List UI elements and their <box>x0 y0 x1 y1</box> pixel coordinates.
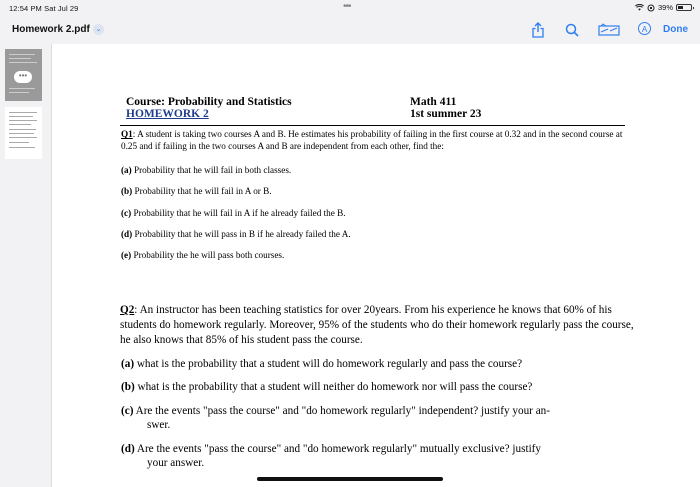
part-label: (e) <box>121 250 132 260</box>
part-text: Are the events "pass the course" and "do homework regularly" mutually exclusive? justify <box>136 443 542 455</box>
page-thumbnail-2[interactable] <box>5 107 42 159</box>
page-thumbnail-1[interactable] <box>5 49 42 101</box>
question-1-number: Q1 <box>121 129 133 139</box>
part-label: (a) <box>121 358 135 370</box>
question-1-text: : A student is taking two courses A and B. He estimates his probability of failing in the first course at 0.32 and in the second course at 0.25 and if failing in the two courses A and B are independent from each other, find the: <box>121 129 623 151</box>
part-text: Probability that he will fail in A if he already failed the B. <box>133 208 346 218</box>
part-text: Probability that he will fail in both classes. <box>134 165 292 175</box>
part-text: Probability the he will pass both courses. <box>133 250 285 260</box>
part-label: (a) <box>121 165 132 175</box>
part-text-continued: your answer. <box>147 457 205 469</box>
toolbox-icon[interactable] <box>598 21 620 39</box>
question-1-part-e <box>121 250 284 260</box>
thumbnail-sidebar <box>0 44 52 487</box>
part-label: (b) <box>121 186 133 196</box>
part-label: (d) <box>121 443 135 455</box>
question-2-part-c <box>121 404 631 432</box>
status-bar <box>0 0 700 16</box>
part-label: (c) <box>121 208 132 218</box>
document-title[interactable]: Homework 2.pdf <box>12 24 90 35</box>
part-text: Probability that he will fail in A or B. <box>134 186 272 196</box>
done-button[interactable]: Done <box>663 24 688 35</box>
question-2 <box>120 303 640 347</box>
battery-icon <box>676 4 692 11</box>
markup-icon[interactable]: A <box>638 22 651 35</box>
question-2-text: : An instructor has been teaching statistics for over 20years. From his experience he knows that 60% of his students do homework regularly. Moreover, 95% of the students who do their homework regularly pass the course, he also knows that 85% of his student pass the course. <box>120 304 634 346</box>
part-text: Probability that he will pass in B if he already failed the A. <box>134 229 351 239</box>
term-label: 1st summer 23 <box>410 108 482 120</box>
part-label: (b) <box>121 381 135 393</box>
orientation-lock-icon <box>647 4 655 12</box>
question-2-part-b <box>121 380 631 394</box>
question-1-part-d <box>121 229 351 239</box>
question-1 <box>121 128 628 152</box>
header-divider <box>120 125 625 126</box>
course-title: Course: Probability and Statistics <box>126 96 292 108</box>
homework-title: HOMEWORK 2 <box>126 108 209 120</box>
multitasking-dots-icon[interactable]: ••• <box>343 1 351 12</box>
wifi-icon <box>635 4 644 11</box>
question-1-part-c <box>121 208 346 218</box>
home-indicator[interactable] <box>257 477 443 481</box>
math-code: Math 411 <box>410 96 457 108</box>
thumbnail-more-icon[interactable]: ••• <box>14 71 32 83</box>
part-text-continued: swer. <box>147 419 171 431</box>
question-2-number: Q2 <box>120 304 135 316</box>
pdf-page <box>52 44 700 487</box>
question-1-part-b <box>121 186 272 196</box>
part-text: Are the events "pass the course" and "do homework regularly" independent? justify your an- <box>135 405 550 417</box>
part-label: (d) <box>121 229 133 239</box>
status-right <box>635 3 692 12</box>
part-text: what is the probability that a student will do homework regularly and pass the course? <box>136 358 523 370</box>
toolbar <box>0 16 700 44</box>
term-header <box>410 96 481 120</box>
search-icon[interactable] <box>563 21 581 39</box>
share-icon[interactable] <box>529 21 547 39</box>
part-text: what is the probability that a student will neither do homework nor will pass the course? <box>137 381 533 393</box>
question-1-part-a <box>121 165 291 175</box>
question-2-part-a <box>121 357 631 371</box>
course-header <box>126 96 292 120</box>
part-label: (c) <box>121 405 134 417</box>
chevron-down-icon[interactable]: ⌄ <box>93 24 104 35</box>
question-2-part-d <box>121 442 631 470</box>
battery-percent: 39% <box>657 3 673 12</box>
status-time: 12:54 PM Sat Jul 29 <box>9 4 79 13</box>
